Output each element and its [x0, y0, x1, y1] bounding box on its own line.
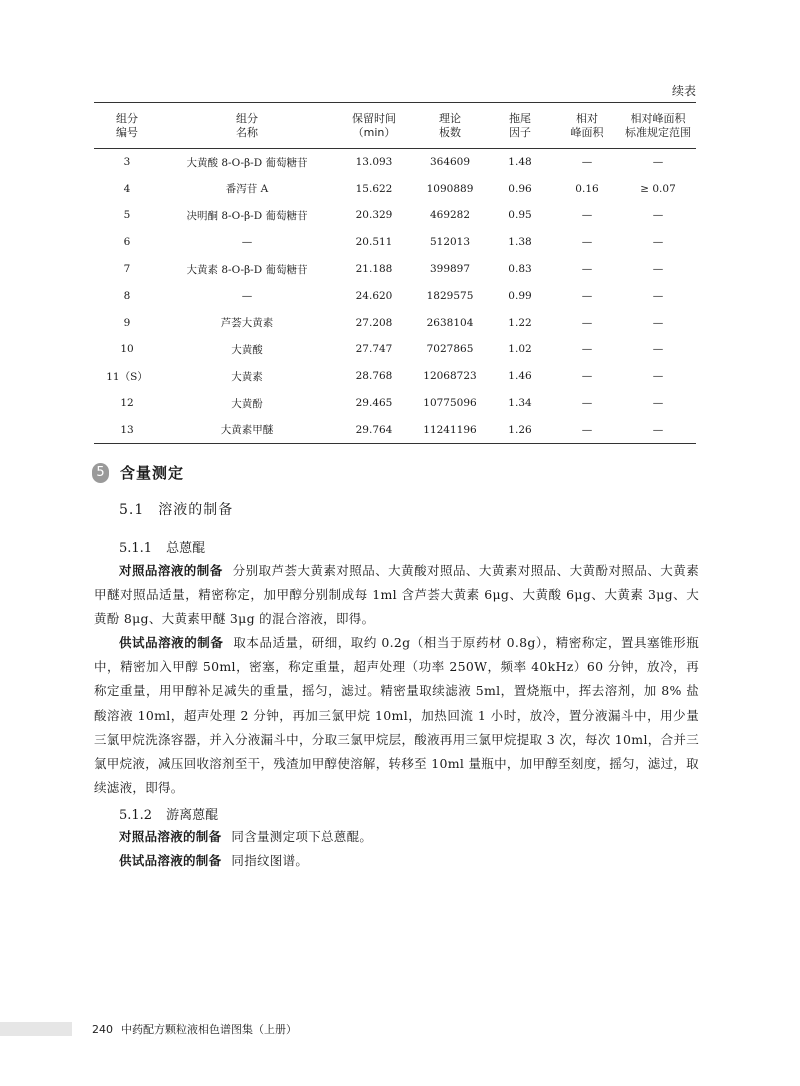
paragraph-test-solution	[94, 631, 699, 800]
table-cell: 12068723	[423, 370, 477, 383]
table-cell: 6	[123, 236, 131, 249]
table-cell: —	[652, 289, 664, 302]
table-cell: —	[241, 236, 253, 249]
table-cell: —	[652, 316, 664, 329]
table-cell: —	[652, 236, 664, 249]
table-cell: 1.38	[508, 236, 532, 249]
header-component-number: 组分 编号	[94, 103, 160, 149]
table-cell: 1.26	[486, 416, 554, 443]
table-cell: 29.465	[355, 397, 393, 410]
paragraph-lead: 供试品溶液的制备	[119, 635, 224, 650]
header-theoretical-plates: 理论 板数	[414, 103, 486, 149]
table-cell: —	[241, 289, 253, 302]
table-cell: 2638104	[426, 316, 474, 329]
table-cell: 27.747	[355, 343, 393, 356]
table-cell: —	[581, 209, 593, 222]
paragraph-test-solution-2	[94, 849, 699, 873]
table-cell: 469282	[429, 209, 471, 222]
table-cell: —	[554, 416, 620, 443]
subsection-title: 溶液的制备	[158, 502, 234, 518]
table-cell: —	[581, 370, 593, 383]
table-cell: —	[652, 397, 664, 410]
table-header-row	[94, 103, 696, 149]
paragraph-text: 分别取芦荟大黄素对照品、大黄酸对照品、大黄素对照品、大黄酚对照品、大黄素甲醚对照品适量，精密称定，加甲醇分别制成每 1ml 含芦荟大黄素 6μg、大黄酸 6μg、大黄素 3μg、大黄酚 8μg、大黄素甲醚 3μg 的混合溶液，即得。	[94, 563, 699, 627]
table-cell: 28.768	[355, 370, 393, 383]
table-cell: 10775096	[423, 397, 477, 410]
table-cell: 11（S）	[106, 370, 148, 383]
book-title: 中药配方颗粒液相色谱图集（上册）	[121, 1023, 297, 1036]
table-cell: 0.95	[508, 209, 532, 222]
table-cell: 大黄素	[231, 370, 263, 383]
table-cell: —	[581, 316, 593, 329]
table-cell: 0.99	[508, 289, 532, 302]
table-cell: 7027865	[426, 343, 474, 356]
table-cell: —	[652, 370, 664, 383]
heading-total-anthraquinone	[119, 537, 205, 556]
table-cell: 大黄素 8-O-β-D 葡萄糖苷	[186, 263, 308, 276]
heading-title: 游离蒽醌	[166, 808, 219, 823]
table-cell: 9	[123, 316, 131, 329]
table-cell: —	[581, 156, 593, 169]
table-row	[94, 175, 696, 202]
paragraph-reference-solution-2	[94, 825, 699, 849]
table-cell: —	[652, 209, 664, 222]
table-cell: —	[581, 236, 593, 249]
table-cell: 20.329	[355, 209, 393, 222]
table-cell: 1.48	[508, 156, 532, 169]
table-cell: 大黄酸	[231, 343, 263, 356]
footer-bar	[0, 1022, 72, 1036]
table-row	[94, 229, 696, 256]
table-cell: 0.96	[508, 182, 532, 195]
table-cell: 8	[123, 289, 131, 302]
table-cell: —	[652, 263, 664, 276]
table-cell: 1.34	[508, 397, 532, 410]
table-row	[94, 416, 696, 443]
table-cell: 20.511	[355, 236, 393, 249]
continued-label: 续表	[671, 84, 696, 98]
component-table	[94, 102, 696, 444]
table-cell: 0.83	[508, 263, 532, 276]
table-cell: 大黄素甲醚	[160, 416, 334, 443]
table-cell: 1.22	[508, 316, 532, 329]
table-row	[94, 390, 696, 417]
table-cell: 21.188	[355, 263, 393, 276]
table-cell: 1090889	[426, 182, 474, 195]
header-standard-range: 相对峰面积 标准规定范围	[620, 103, 696, 149]
table-cell: 0.16	[575, 182, 599, 195]
header-retention-time: 保留时间 （min）	[334, 103, 414, 149]
table-cell: 13	[94, 416, 160, 443]
paragraph-lead: 对照品溶液的制备	[119, 829, 222, 844]
page-number: 240	[92, 1023, 113, 1036]
subsection-number: 5.1	[119, 502, 145, 518]
section-number-badge: 5	[92, 463, 109, 483]
table-cell: 决明酮 8-O-β-D 葡萄糖苷	[186, 209, 308, 222]
table-cell: 364609	[429, 156, 471, 169]
paragraph-text: 同含量测定项下总蒽醌。	[231, 829, 373, 844]
table-cell: 大黄酚	[231, 397, 263, 410]
table-cell: 15.622	[355, 182, 393, 195]
table-cell: —	[581, 289, 593, 302]
table-cell: 29.764	[334, 416, 414, 443]
heading-number: 5.1.2	[119, 808, 153, 823]
paragraph-reference-solution	[94, 559, 699, 632]
paragraph-lead: 对照品溶液的制备	[119, 563, 223, 578]
subsection-heading	[119, 499, 233, 519]
table-cell: —	[652, 343, 664, 356]
table-cell: 番泻苷 A	[225, 183, 269, 196]
table-cell: —	[581, 397, 593, 410]
table-cell: 芦荟大黄素	[220, 317, 274, 330]
table-cell: 1.02	[508, 343, 532, 356]
table-cell: 1829575	[426, 289, 474, 302]
table-cell: 7	[123, 263, 131, 276]
heading-free-anthraquinone	[119, 804, 218, 823]
table-cell: 10	[120, 343, 134, 356]
table-cell: 399897	[429, 263, 471, 276]
table-cell: 1.46	[508, 370, 532, 383]
table-cell: 4	[123, 182, 131, 195]
table-row	[94, 202, 696, 229]
header-component-name: 组分 名称	[160, 103, 334, 149]
header-relative-peak-area: 相对 峰面积	[554, 103, 620, 149]
page-footer	[92, 1021, 297, 1037]
table-cell: —	[620, 416, 696, 443]
table-row	[94, 309, 696, 336]
paragraph-lead: 供试品溶液的制备	[119, 853, 222, 868]
table-cell: —	[581, 343, 593, 356]
table-row	[94, 363, 696, 390]
table-cell: —	[652, 156, 664, 169]
table-row	[94, 149, 696, 176]
table-cell: 5	[123, 209, 131, 222]
table-cell: 12	[120, 397, 134, 410]
table-cell: ≥ 0.07	[640, 182, 676, 195]
table-cell: 13.093	[355, 156, 393, 169]
heading-number: 5.1.1	[119, 541, 153, 556]
paragraph-text: 取本品适量，研细，取约 0.2g（相当于原药材 0.8g），精密称定，置具塞锥形瓶中，精密加入甲醇 50ml，密塞，称定重量，超声处理（功率 250W，频率 40kHz）60 分钟，放冷，再称定重量，用甲醇补足减失的重量，摇匀，滤过。精密量取续滤液 5ml，置烧瓶中，挥去溶剂，加 8% 盐酸溶液 10ml，超声处理 2 分钟，再加三氯甲烷 10ml，加热回流 1 小时，放冷，置分液漏斗中，用少量三氯甲烷洗涤容器，并入分液漏斗中，分取三氯甲烷层，酸液再用三氯甲烷提取 3 次，每次 10ml，合并三氯甲烷液，减压回收溶剂至干，残渣加甲醇使溶解，转移至 10ml 量瓶中，加甲醇至刻度，摇匀，滤过，取续滤液，即得。	[94, 635, 699, 796]
table-cell: 24.620	[355, 289, 393, 302]
header-tailing-factor: 拖尾 因子	[486, 103, 554, 149]
table-cell: 27.208	[355, 316, 393, 329]
table-cell: 大黄酸 8-O-β-D 葡萄糖苷	[186, 156, 308, 169]
paragraph-text: 同指纹图谱。	[231, 853, 309, 868]
table-row	[94, 282, 696, 309]
table-cell: —	[581, 263, 593, 276]
table-row	[94, 256, 696, 283]
heading-title: 总蒽醌	[166, 541, 206, 556]
table-cell: 3	[123, 156, 131, 169]
table-row	[94, 336, 696, 363]
table-cell: 512013	[429, 236, 471, 249]
table-cell: 11241196	[414, 416, 486, 443]
section-title: 含量测定	[120, 464, 185, 482]
